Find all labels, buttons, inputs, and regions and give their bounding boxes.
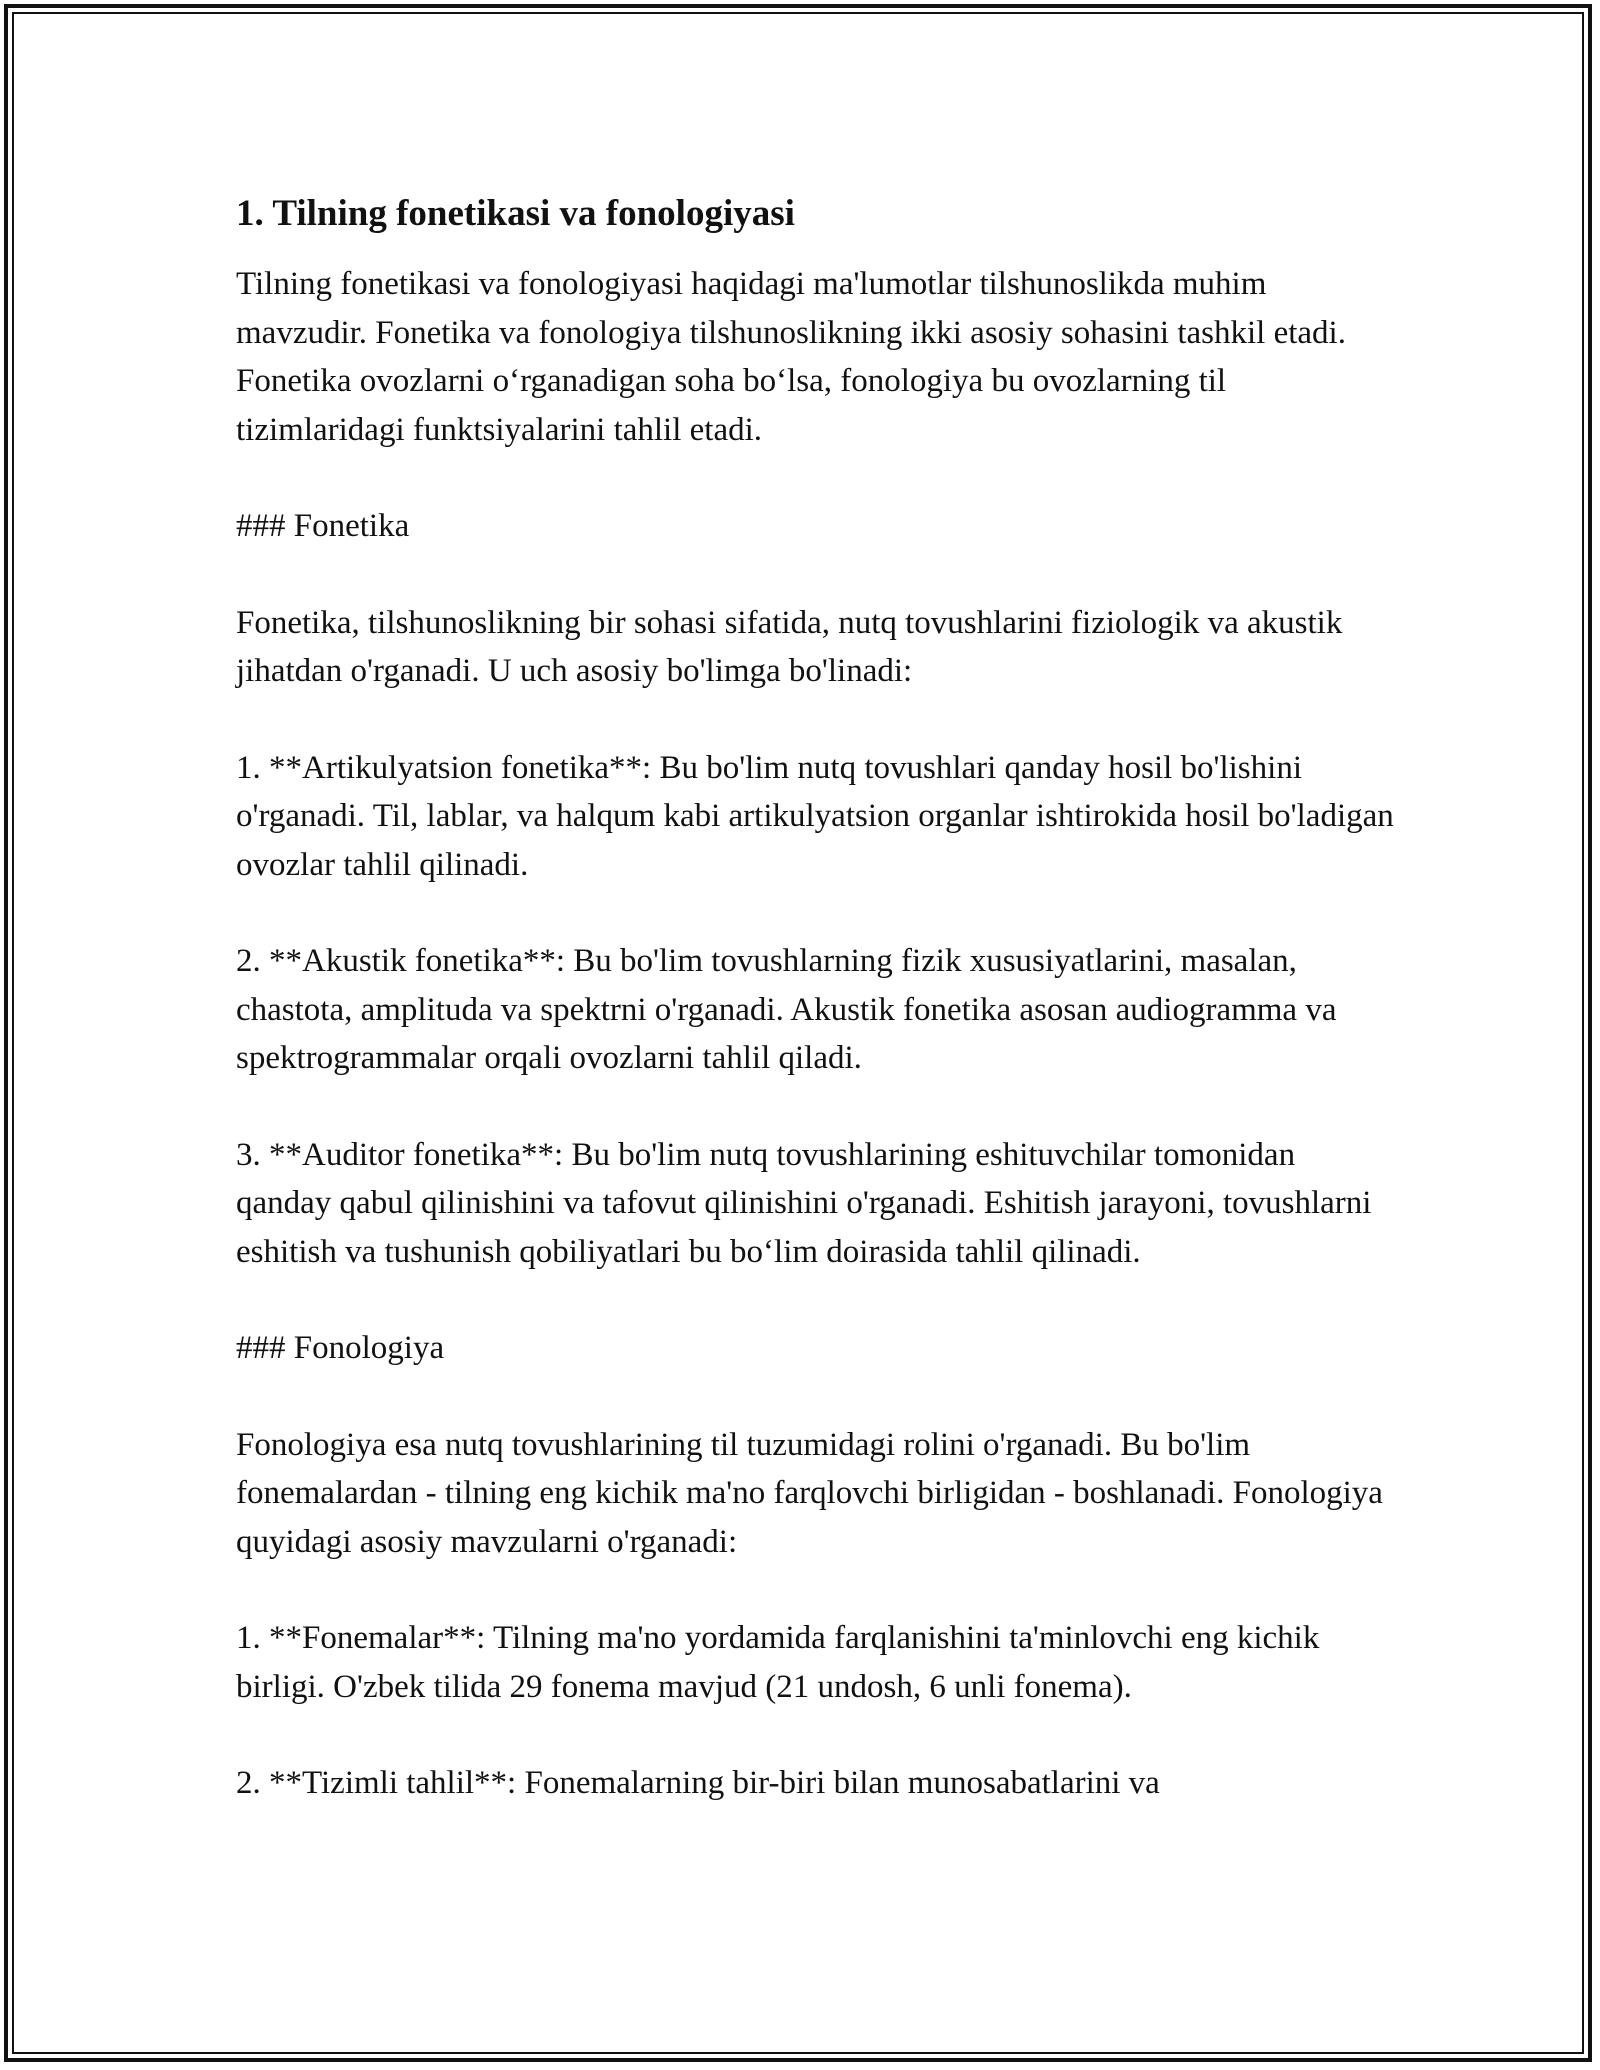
paragraph-intro: Tilning fonetikasi va fonologiyasi haqidagi ma'lumotlar tilshunoslikda muhim mavzudir. Fonetika va fonologiya tilshunoslikning ikki asosiy sohasini tashkil etadi. Fonetika ovozlarni o‘rganadigan soha bo‘lsa, fonologiya bu ovozlarning til tizimlaridagi funktsiyalarini tahlil etadi. <box>236 266 1346 448</box>
section-heading-fonetika: ### Fonetika <box>236 508 410 544</box>
list-item-fonemalar: 1. **Fonemalar**: Tilning ma'no yordamida farqlanishini ta'minlovchi eng kichik birligi. O'zbek tilida 29 fonema mavjud (21 undosh, 6 unli fonema). <box>236 1620 1320 1705</box>
section-heading-fonologiya: ### Fonologiya <box>236 1330 445 1366</box>
document-title: 1. Tilning fonetikasi va fonologiyasi <box>236 193 795 234</box>
list-item-auditor: 3. **Auditor fonetika**: Bu bo'lim nutq tovushlarining eshituvchilar tomonidan qanday qabul qilinishini va tafovut qilinishini o'rganadi. Eshitish jarayoni, tovushlarni eshitish va tushunish qobiliyatlari bu bo‘lim doirasida tahlil qilinadi. <box>236 1136 1372 1270</box>
list-item-artikulyatsion: 1. **Artikulyatsion fonetika**: Bu bo'lim nutq tovushlari qanday hosil bo'lishini o'rganadi. Til, lablar, va halqum kabi artikulyatsion organlar ishtirokida hosil bo'ladigan ovozlar tahlil qilinadi. <box>236 749 1394 883</box>
list-item-tizimli-tahlil: 2. **Tizimli tahlil**: Fonemalarning bir-biri bilan munosabatlarini va <box>236 1765 1160 1801</box>
document-body <box>236 190 1396 1856</box>
paragraph-fonologiya-intro: Fonologiya esa nutq tovushlarining til tuzumidagi rolini o'rganadi. Bu bo'lim fonemalardan - tilning eng kichik ma'no farqlovchi birligidan - boshlanadi. Fonologiya quyidagi asosiy mavzularni o'rganadi: <box>236 1426 1383 1560</box>
list-item-akustik: 2. **Akustik fonetika**: Bu bo'lim tovushlarning fizik xususiyatlarini, masalan, chastota, amplituda va spektrni o'rganadi. Akustik fonetika asosan audiogramma va spektrogrammalar orqali ovozlarni tahlil qiladi. <box>236 943 1337 1076</box>
paragraph-fonetika-intro: Fonetika, tilshunoslikning bir sohasi sifatida, nutq tovushlarini fiziologik va akustik jihatdan o'rganadi. U uch asosiy bo'limga bo'linadi: <box>236 604 1343 689</box>
